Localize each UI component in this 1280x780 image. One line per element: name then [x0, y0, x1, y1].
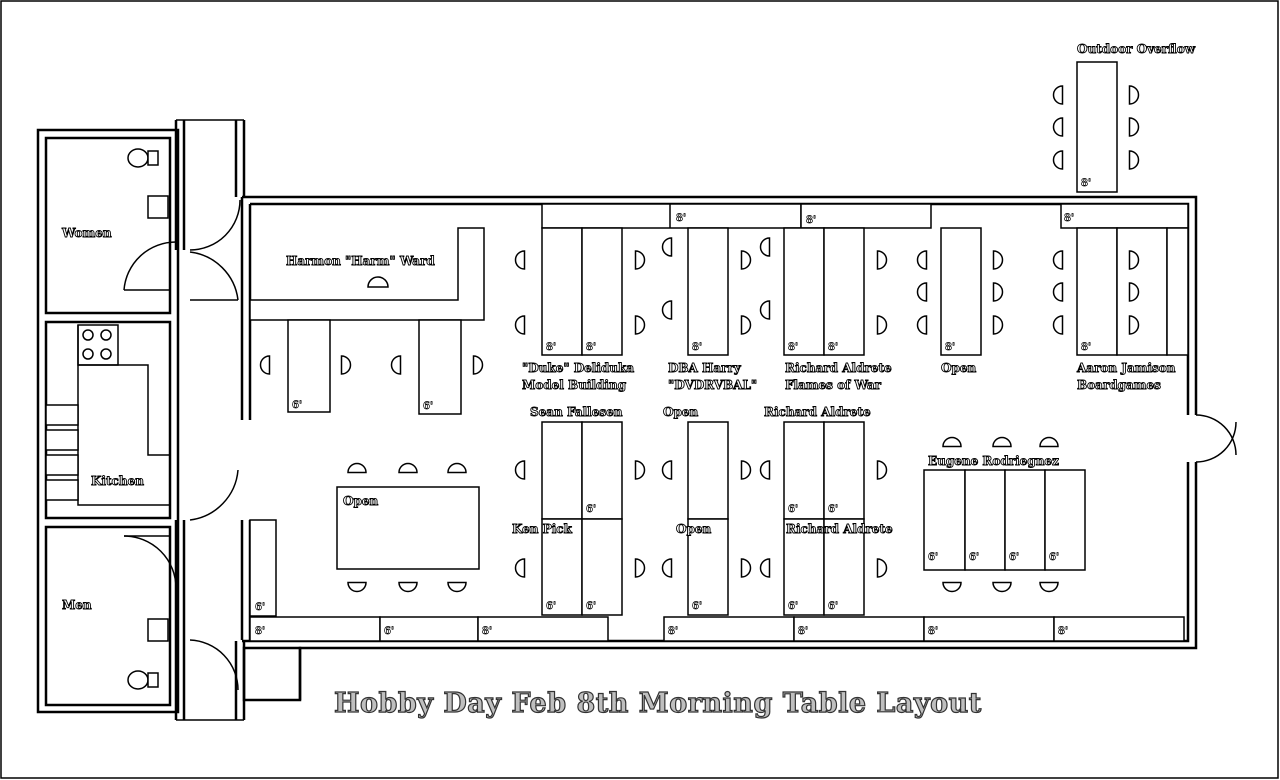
size-label: 6' — [1049, 552, 1060, 563]
chair-icon — [474, 356, 483, 374]
chair-icon — [943, 583, 961, 592]
chair-icon — [761, 461, 770, 479]
table-8ft — [1077, 62, 1117, 192]
chair-icon — [261, 356, 270, 374]
room-label-women: Women — [62, 226, 112, 240]
room-label-men: Men — [62, 598, 92, 612]
harmon-area — [250, 228, 484, 320]
chair-icon — [1130, 118, 1139, 136]
label-richard-mid: Richard Aldrete — [764, 405, 871, 419]
label-outdoor-overflow: Outdoor Overflow — [1077, 42, 1196, 56]
chair-icon — [1054, 151, 1063, 169]
size-label: 6' — [828, 601, 839, 612]
chair-icon — [636, 251, 645, 269]
chair-icon — [1054, 283, 1063, 301]
chair-icon — [878, 559, 887, 577]
label-open-mid: Open — [663, 405, 699, 419]
chair-icon — [761, 301, 770, 319]
label-duke-activity: Model Building — [522, 378, 627, 392]
size-label: 8' — [546, 342, 557, 353]
chair-icon — [918, 251, 927, 269]
size-label: 8' — [788, 342, 799, 353]
chair-icon — [918, 283, 927, 301]
chair-icon — [742, 559, 751, 577]
chair-icon — [1040, 438, 1058, 447]
top-table-block — [542, 228, 1188, 355]
size-label: 8' — [586, 342, 597, 353]
chair-icon — [994, 251, 1003, 269]
toilet-icon — [128, 149, 148, 167]
chair-icon — [918, 316, 927, 334]
chair-icon — [636, 316, 645, 334]
chair-icon — [663, 559, 672, 577]
chair-icon — [993, 283, 1002, 301]
chair-icon — [516, 461, 525, 479]
chair-icon — [1054, 118, 1063, 136]
label-eugene: Eugene Rodriegnez — [928, 454, 1059, 468]
size-label: 8' — [676, 213, 687, 224]
chair-icon — [993, 438, 1011, 447]
size-label: 6' — [423, 401, 434, 412]
size-label: 8' — [1058, 626, 1069, 637]
chair-icon — [761, 559, 770, 577]
chair-icon — [663, 301, 672, 319]
sink-icon — [148, 619, 168, 641]
table-6ft — [288, 320, 330, 412]
size-label: 8' — [928, 626, 939, 637]
label-aaron-activity: Boardgames — [1077, 378, 1161, 392]
size-label: 6' — [788, 601, 799, 612]
table-8ft — [801, 204, 931, 228]
size-label: 8' — [255, 626, 266, 637]
size-label: 8' — [806, 215, 817, 226]
label-richard-top: Richard Aldrete — [785, 361, 892, 375]
sink-icon — [148, 196, 168, 218]
chair-icon — [399, 464, 417, 473]
size-label: 8' — [1081, 342, 1092, 353]
chair-icon — [1054, 316, 1063, 334]
size-label: 6' — [384, 626, 395, 637]
table-6ft — [419, 320, 461, 414]
chair-icon — [761, 238, 770, 256]
label-ken: Ken Pick — [512, 522, 572, 536]
size-label: 6' — [586, 601, 597, 612]
size-label: 6' — [828, 504, 839, 515]
size-label: 6' — [788, 504, 799, 515]
label-harmon: Harmon "Harm" Ward — [286, 254, 435, 268]
size-label: 8' — [668, 626, 679, 637]
label-duke: "Duke" Deliduka — [522, 361, 635, 375]
chair-icon — [516, 316, 525, 334]
chair-icon — [878, 316, 887, 334]
chair-icon — [742, 316, 751, 334]
diagram-title: Hobby Day Feb 8th Morning Table Layout — [334, 688, 982, 719]
size-label: 6' — [692, 601, 703, 612]
size-label: 8' — [1081, 178, 1092, 189]
size-label: 8' — [1064, 213, 1075, 224]
chair-icon — [516, 559, 525, 577]
label-sean: Sean Fallesen — [530, 405, 623, 419]
table-8ft — [542, 204, 801, 228]
chair-icon — [1054, 251, 1063, 269]
chair-icon — [392, 356, 401, 374]
size-label: 8' — [798, 626, 809, 637]
chair-icon — [1130, 86, 1139, 104]
chair-icon — [663, 461, 672, 479]
room-label-kitchen: Kitchen — [91, 474, 144, 488]
chair-icon — [1054, 86, 1063, 104]
label-open-low: Open — [676, 522, 712, 536]
size-label: 6' — [586, 504, 597, 515]
chair-icon — [636, 461, 645, 479]
size-label: 6' — [255, 602, 266, 613]
label-aaron: Aaron Jamison — [1077, 361, 1176, 375]
chair-icon — [742, 251, 751, 269]
chair-icon — [399, 583, 417, 592]
chair-icon — [636, 559, 645, 577]
label-richard-activity: Flames of War — [785, 378, 881, 392]
size-label: 6' — [969, 552, 980, 563]
chair-icon — [348, 583, 366, 592]
chair-icon — [878, 461, 887, 479]
size-label: 8' — [945, 342, 956, 353]
chair-icon — [348, 464, 366, 473]
table-8ft — [1061, 204, 1188, 228]
chair-icon — [448, 464, 466, 473]
toilet-icon — [128, 671, 148, 689]
label-open-big: Open — [343, 494, 379, 508]
size-label: 8' — [692, 342, 703, 353]
size-label: 6' — [546, 601, 557, 612]
size-label: 6' — [928, 552, 939, 563]
size-label: 8' — [482, 626, 493, 637]
chair-icon — [448, 583, 466, 592]
label-richard-low: Richard Aldrete — [786, 522, 893, 536]
chair-icon — [943, 438, 961, 447]
chair-icon — [516, 251, 525, 269]
chair-icon — [993, 583, 1011, 592]
cabinet-icon — [46, 405, 78, 425]
chair-icon — [1130, 151, 1139, 169]
chair-icon — [663, 238, 672, 256]
size-label: 8' — [828, 342, 839, 353]
label-dba: DBA Harry — [668, 361, 741, 375]
chair-icon — [742, 461, 751, 479]
size-label: 6' — [1009, 552, 1020, 563]
label-dba-activity: "DVDRVBAL" — [668, 378, 758, 392]
size-label: 6' — [292, 400, 303, 411]
label-open-top: Open — [941, 361, 977, 375]
chair-icon — [1040, 583, 1058, 592]
chair-icon — [342, 356, 351, 374]
chair-icon — [994, 316, 1003, 334]
chair-icon — [878, 251, 887, 269]
